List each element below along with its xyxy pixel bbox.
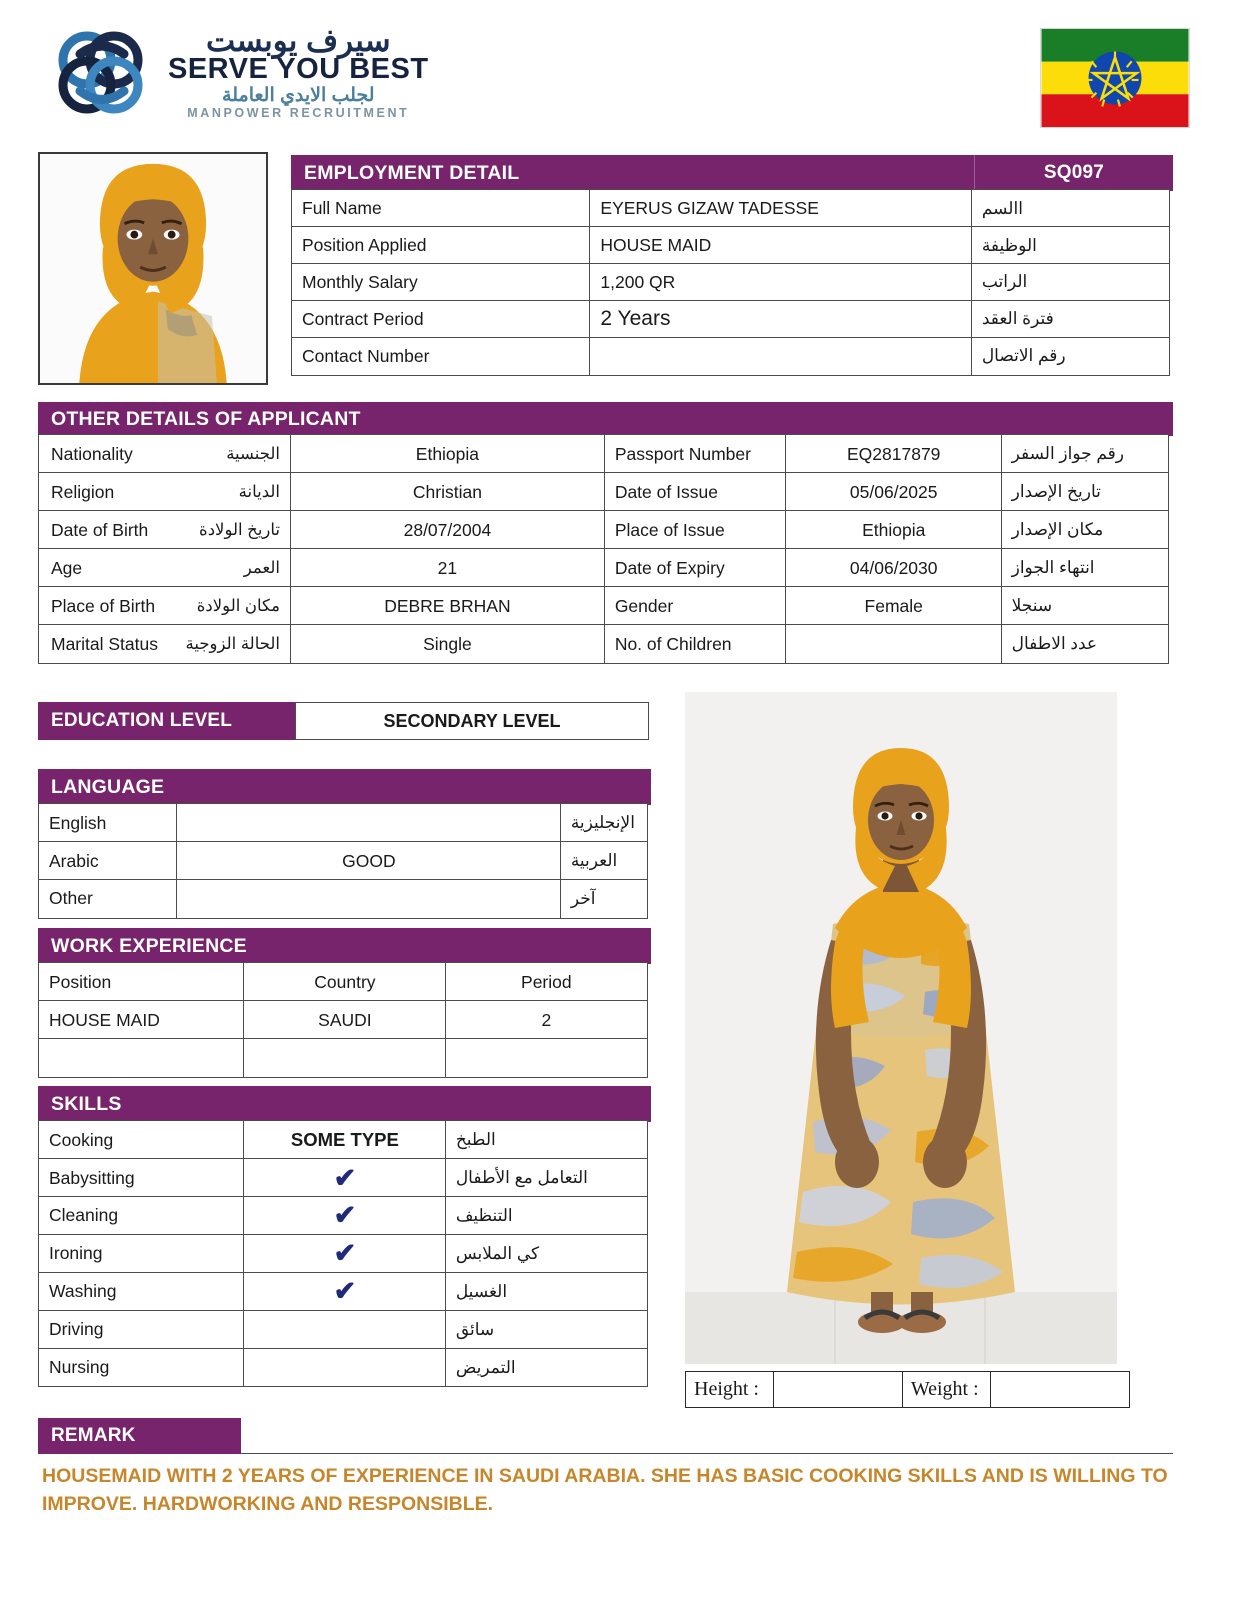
contact-number-arabic: رقم الاتصال	[971, 337, 1170, 376]
logo-arabic-title: سيرف يوبست	[206, 22, 391, 58]
position-applied-arabic: الوظيفة	[971, 226, 1170, 265]
cooking-arabic: الطبخ	[445, 1120, 648, 1160]
religion-value[interactable]: Christian	[289, 472, 605, 512]
table-row	[38, 841, 651, 881]
language-table	[38, 769, 651, 919]
cooking-label: Cooking	[38, 1120, 245, 1160]
place-of-issue-label: Place of Issue	[604, 510, 787, 550]
driving-arabic: سائق	[445, 1310, 648, 1350]
other-language-arabic: آخر	[560, 879, 648, 919]
table-row	[38, 1310, 651, 1350]
babysitting-value[interactable]	[243, 1158, 446, 1198]
work-position-value-empty[interactable]	[38, 1038, 245, 1078]
remark-title: REMARK	[38, 1418, 241, 1454]
work-col-country: Country	[243, 962, 446, 1002]
arabic-label: Arabic	[38, 841, 178, 881]
gender-value[interactable]: Female	[785, 586, 1002, 626]
marital-status-label-en: Marital Status	[51, 633, 158, 654]
table-row	[38, 1120, 651, 1160]
work-experience-title: WORK EXPERIENCE	[38, 928, 651, 964]
work-experience-table	[38, 928, 651, 1078]
check-icon: ✔	[333, 1200, 357, 1231]
contact-number-value[interactable]	[589, 337, 972, 376]
work-period-value[interactable]: 2	[445, 1000, 648, 1040]
arabic-value[interactable]: GOOD	[176, 841, 561, 881]
nationality-value[interactable]: Ethiopia	[289, 434, 605, 474]
age-label-cell	[38, 548, 291, 588]
other-details-table	[38, 402, 1173, 664]
place-of-issue-value[interactable]: Ethiopia	[785, 510, 1002, 550]
date-of-expiry-arabic: انتهاء الجواز	[1001, 548, 1169, 588]
date-of-issue-value[interactable]: 05/06/2025	[785, 472, 1002, 512]
driving-value[interactable]	[243, 1310, 446, 1350]
interlaced-rings-logo-icon	[50, 20, 154, 124]
check-icon: ✔	[333, 1162, 357, 1193]
arabic-arabic: العربية	[560, 841, 648, 881]
date-of-issue-label: Date of Issue	[604, 472, 787, 512]
other-language-label: Other	[38, 879, 178, 919]
full-name-label: Full Name	[291, 189, 591, 228]
driving-label: Driving	[38, 1310, 245, 1350]
table-row	[291, 189, 1173, 228]
education-level-value[interactable]: SECONDARY LEVEL	[295, 702, 649, 740]
marital-status-label-ar: الحالة الزوجية	[185, 635, 280, 654]
date-of-birth-label-cell	[38, 510, 291, 550]
cleaning-value[interactable]	[243, 1196, 446, 1236]
place-of-birth-label-ar: مكان الولادة	[196, 597, 280, 616]
applicant-full-body-photo	[685, 692, 1117, 1364]
table-row	[38, 1158, 651, 1198]
marital-status-label-cell	[38, 624, 291, 664]
page-header	[0, 0, 1236, 142]
date-of-issue-arabic: تاريخ الإصدار	[1001, 472, 1169, 512]
washing-value[interactable]	[243, 1272, 446, 1312]
table-row	[38, 1234, 651, 1274]
washing-label: Washing	[38, 1272, 245, 1312]
check-icon: ✔	[333, 1238, 357, 1269]
height-value[interactable]	[773, 1371, 903, 1408]
cleaning-label: Cleaning	[38, 1196, 245, 1236]
date-of-expiry-label: Date of Expiry	[604, 548, 787, 588]
date-of-expiry-value[interactable]: 04/06/2030	[785, 548, 1002, 588]
age-label-en: Age	[51, 557, 83, 578]
table-row	[38, 548, 1173, 588]
other-details-title: OTHER DETAILS OF APPLICANT	[38, 402, 1173, 436]
ironing-value[interactable]	[243, 1234, 446, 1274]
skills-header-filler	[448, 1086, 651, 1122]
remark-header-filler	[241, 1418, 1173, 1454]
table-row	[38, 1272, 651, 1312]
contract-period-arabic: فترة العقد	[971, 300, 1170, 339]
date-of-birth-value[interactable]: 28/07/2004	[289, 510, 605, 550]
work-country-value[interactable]: SAUDI	[243, 1000, 446, 1040]
full-body-portrait-illustration	[685, 692, 1117, 1364]
height-label: Height :	[685, 1371, 775, 1408]
marital-status-value[interactable]: Single	[289, 624, 605, 664]
full-name-arabic: االسم	[971, 189, 1170, 228]
nursing-arabic: التمريض	[445, 1348, 648, 1388]
table-row	[291, 300, 1173, 339]
table-row	[38, 510, 1173, 550]
applicant-passport-photo	[38, 152, 268, 385]
age-value[interactable]: 21	[289, 548, 605, 588]
skills-header-row	[38, 1086, 651, 1122]
logo-english-title: SERVE YOU BEST	[168, 52, 429, 85]
table-row	[38, 1196, 651, 1236]
applicant-code-badge: SQ097	[974, 155, 1173, 191]
logo-english-subtitle: MANPOWER RECRUITMENT	[187, 105, 410, 120]
remark-text: HOUSEMAID WITH 2 YEARS OF EXPERIENCE IN SAUDI ARABIA. SHE HAS BASIC COOKING SKILLS AND IS WILLING TO IMPROVE. HARDWORKING AND RESPONSIBLE.	[42, 1465, 1168, 1516]
contact-number-label: Contact Number	[291, 337, 591, 376]
table-row	[38, 472, 1173, 512]
education-level-row	[38, 702, 649, 740]
table-row	[38, 624, 1173, 664]
company-logo	[50, 20, 429, 124]
no-of-children-arabic: عدد الاطفال	[1001, 624, 1169, 664]
babysitting-arabic: التعامل مع الأطفال	[445, 1158, 648, 1198]
logo-arabic-subtitle: لجلب الايدي العاملة	[222, 84, 375, 106]
cooking-value[interactable]	[243, 1120, 446, 1160]
work-col-position: Position	[38, 962, 245, 1002]
language-title: LANGUAGE	[38, 769, 651, 805]
position-applied-label: Position Applied	[291, 226, 591, 265]
english-arabic: الإنجليزية	[560, 803, 648, 843]
table-row	[291, 337, 1173, 376]
full-name-value[interactable]: EYERUS GIZAW TADESSE	[589, 189, 972, 228]
work-col-period: Period	[445, 962, 648, 1002]
table-row	[291, 263, 1173, 302]
age-label-ar: العمر	[243, 559, 280, 578]
nationality-label-en: Nationality	[51, 443, 133, 464]
cleaning-arabic: التنظيف	[445, 1196, 648, 1236]
cooking-value-text: SOME TYPE	[290, 1129, 399, 1151]
place-of-birth-label-cell	[38, 586, 291, 626]
employment-detail-table	[291, 155, 1173, 376]
gender-label: Gender	[604, 586, 787, 626]
measurements-row	[685, 1371, 1130, 1408]
skills-table	[38, 1086, 651, 1387]
work-period-value-empty[interactable]	[445, 1038, 648, 1078]
gender-arabic: سنجلا	[1001, 586, 1169, 626]
monthly-salary-label: Monthly Salary	[291, 263, 591, 302]
no-of-children-label: No. of Children	[604, 624, 787, 664]
date-of-birth-label-en: Date of Birth	[51, 519, 149, 540]
skills-title: SKILLS	[38, 1086, 448, 1122]
table-row	[38, 1000, 651, 1040]
religion-label-cell	[38, 472, 291, 512]
place-of-issue-arabic: مكان الإصدار	[1001, 510, 1169, 550]
table-row	[38, 434, 1173, 474]
nursing-label: Nursing	[38, 1348, 245, 1388]
passport-number-value[interactable]: EQ2817879	[785, 434, 1002, 474]
ironing-label: Ironing	[38, 1234, 245, 1274]
date-of-birth-label-ar: تاريخ الولادة	[199, 521, 280, 540]
religion-label-ar: الديانة	[238, 483, 280, 502]
table-row	[38, 1038, 651, 1078]
employment-title: EMPLOYMENT DETAIL	[291, 155, 974, 191]
passport-number-label: Passport Number	[604, 434, 787, 474]
table-row	[291, 226, 1173, 265]
work-country-value-empty[interactable]	[243, 1038, 446, 1078]
table-header-row	[38, 962, 651, 1002]
place-of-birth-value[interactable]: DEBRE BRHAN	[289, 586, 605, 626]
table-row	[38, 803, 651, 843]
check-icon: ✔	[333, 1276, 357, 1307]
english-value[interactable]	[176, 803, 561, 843]
education-level-label: EDUCATION LEVEL	[38, 702, 295, 740]
monthly-salary-arabic: الراتب	[971, 263, 1170, 302]
work-position-value[interactable]: HOUSE MAID	[38, 1000, 245, 1040]
passport-number-arabic: رقم جواز السفر	[1001, 434, 1169, 474]
religion-label-en: Religion	[51, 481, 115, 502]
table-row	[38, 1348, 651, 1388]
contract-period-label: Contract Period	[291, 300, 591, 339]
place-of-birth-label-en: Place of Birth	[51, 595, 156, 616]
table-row	[38, 586, 1173, 626]
monthly-salary-value[interactable]: 1,200 QR	[589, 263, 972, 302]
weight-value[interactable]	[990, 1371, 1130, 1408]
no-of-children-value[interactable]	[785, 624, 1002, 664]
nationality-label-cell	[38, 434, 291, 474]
nursing-value[interactable]	[243, 1348, 446, 1388]
portrait-illustration	[40, 154, 266, 383]
babysitting-label: Babysitting	[38, 1158, 245, 1198]
position-applied-value[interactable]: HOUSE MAID	[589, 226, 972, 265]
english-label: English	[38, 803, 178, 843]
washing-arabic: الغسيل	[445, 1272, 648, 1312]
ethiopia-flag-icon	[1040, 28, 1190, 128]
contract-period-value[interactable]: 2 Years	[589, 300, 972, 339]
table-row	[38, 879, 651, 919]
employment-header-row	[291, 155, 1173, 191]
other-language-value[interactable]	[176, 879, 561, 919]
ironing-arabic: كي الملابس	[445, 1234, 648, 1274]
nationality-label-ar: الجنسية	[226, 445, 280, 464]
weight-label: Weight :	[902, 1371, 992, 1408]
